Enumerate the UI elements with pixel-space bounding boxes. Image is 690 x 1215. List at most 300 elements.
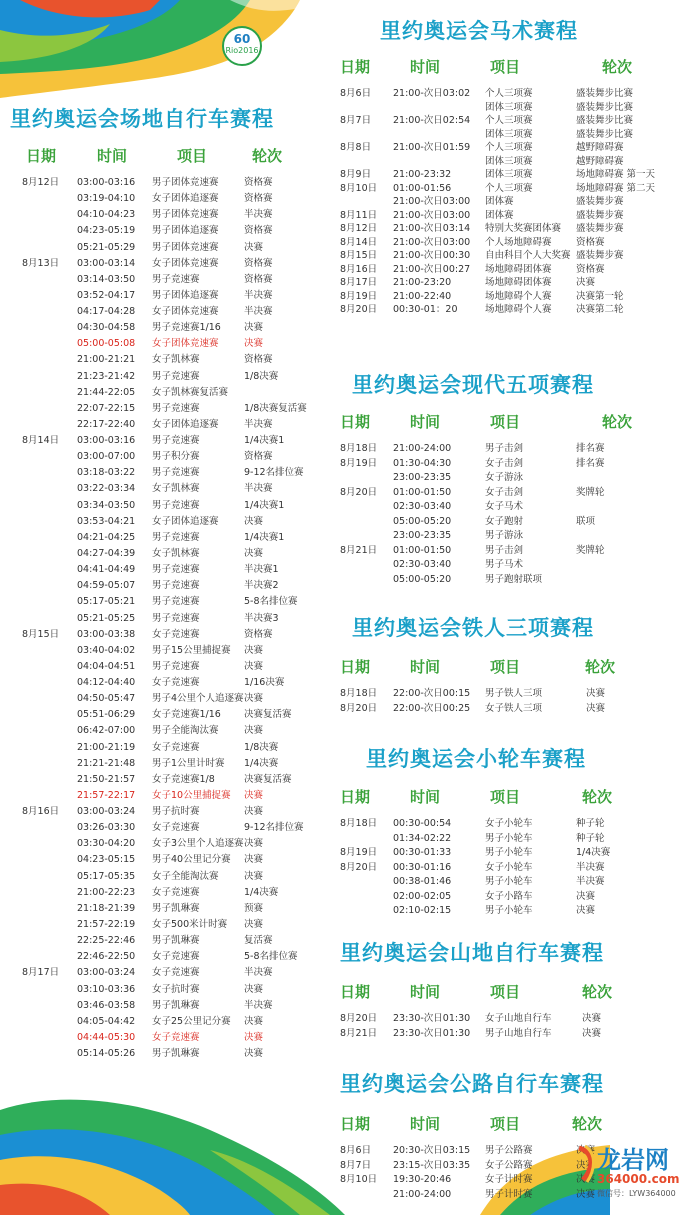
cell-date: 8月16日 [340,263,378,275]
cell-time: 21:50-21:57 [77,773,136,785]
schedule-row [340,1013,680,1024]
column-header-round: 轮次 [602,413,633,431]
cell-date: 8月8日 [340,142,372,153]
schedule-row [340,545,680,556]
cell-time: 05:00-05:20 [393,515,452,527]
cell-round: 决赛 [244,918,264,930]
schedule-row [340,905,680,916]
cell-event: 女子竞速赛 [152,1031,200,1043]
schedule-row [12,919,352,930]
cell-round: 半决赛 [244,289,273,301]
schedule-row [340,210,680,221]
cell-round: 盛装舞步比赛 [576,88,634,99]
cell-time: 21:00-21:19 [77,741,136,753]
schedule-row [340,169,680,180]
cell-event: 男子计时赛 [485,1188,533,1200]
cell-event: 男子马术 [485,559,524,570]
cell-round: 半决赛1 [244,564,279,576]
cell-event: 男子团体追逐赛 [152,225,219,237]
cell-date: 8月13日 [22,257,60,269]
schedule-row [12,209,352,220]
column-header-date: 日期 [340,788,371,806]
cell-time: 01:00-01:50 [393,486,452,498]
cell-time: 20:30-次日03:15 [393,1145,471,1156]
cell-date: 8月20日 [340,861,378,873]
cell-event: 男子击剑 [485,443,524,454]
schedule-row [12,903,352,914]
schedule-row [12,629,352,640]
schedule-row [12,532,352,543]
cell-time: 05:00-05:08 [77,338,136,350]
schedule-row [12,564,352,575]
cell-round: 1/4决赛 [244,757,279,769]
cell-time: 21:00-次日03:00 [393,236,471,248]
cell-event: 男子竞速赛 [152,402,200,414]
schedule-row [340,1028,680,1039]
cell-event: 男子公路赛 [485,1145,533,1156]
cell-time: 04:23-05:19 [77,225,136,237]
cell-date: 8月20日 [340,1013,378,1024]
cell-time: 21:00-次日03:00 [393,196,471,207]
cell-event: 男子竞速赛 [152,467,200,479]
cell-round: 盛装舞步比赛 [576,115,634,126]
schedule-row [340,264,680,275]
cell-event: 女子竞速赛1/8 [152,773,215,785]
cell-event: 男子小轮车 [485,847,533,858]
cell-event: 男子团体竞速赛 [152,177,219,188]
cell-date: 8月7日 [340,1159,372,1171]
schedule-row [12,854,352,865]
cell-event: 男子小轮车 [485,905,533,916]
watermark-swirl-icon [575,1144,597,1184]
cell-event: 个人三项赛 [485,88,533,99]
schedule-row [340,472,680,483]
section-title: 里约奥运会马术赛程 [380,19,578,43]
cell-round: 决赛 [244,806,264,818]
cell-round: 决赛 [582,1027,602,1039]
cell-time: 23:15-次日03:35 [393,1159,471,1171]
column-header-round: 轮次 [602,58,633,76]
cell-time: 01:00-01:56 [393,182,452,194]
cell-event: 团体三项赛 [485,155,533,167]
cell-date: 8月12日 [340,223,378,234]
cell-round: 1/4决赛 [244,886,279,898]
cell-time: 05:00-05:20 [393,573,452,585]
cell-time: 05:14-05:26 [77,1048,136,1060]
cell-time: 21:57-22:19 [77,918,136,930]
cell-round: 半决赛3 [244,612,279,624]
cell-time: 03:52-04:17 [77,289,136,301]
cell-date: 8月21日 [340,544,378,556]
cell-time: 21:00-次日00:30 [393,250,471,261]
cell-event: 女子团体竞速赛 [152,338,219,350]
schedule-row [12,467,352,478]
schedule-row [340,115,680,126]
schedule-row [12,693,352,704]
column-header-event: 项目 [490,983,521,1001]
cell-event: 个人三项赛 [485,142,533,153]
cell-round: 盛装舞步赛 [576,196,624,207]
cell-round: 决赛 [244,789,264,801]
schedule-row [340,102,680,113]
cell-round: 资格赛 [244,193,273,205]
cell-time: 03:53-04:21 [77,515,136,527]
schedule-row [340,156,680,167]
cell-date: 8月18日 [340,688,378,699]
cell-round: 资格赛 [244,177,273,188]
schedule-row [12,193,352,204]
cell-time: 03:40-04:02 [77,644,136,656]
cell-round: 1/8决赛 [244,370,279,382]
cell-event: 女子团体追逐赛 [152,193,219,205]
cell-event: 女子计时赛 [485,1174,533,1185]
column-header-event: 项目 [490,658,521,676]
schedule-row [12,613,352,624]
cell-date: 8月11日 [340,209,378,221]
column-header-date: 日期 [340,983,371,1001]
schedule-row [12,306,352,317]
cell-event: 男子竞速赛 [152,580,200,592]
cell-round: 决赛复活赛 [244,773,292,785]
cell-time: 05:21-05:25 [77,612,136,624]
watermark-wechat: 微信号：LYW364000 [597,1189,676,1198]
cell-time: 04:12-04:40 [77,677,136,689]
cell-time: 21:00-22:40 [393,290,452,302]
cell-event: 男子竞速赛 [152,499,200,511]
cell-event: 自由科目个人大奖赛 [485,250,571,261]
schedule-row [340,876,680,887]
schedule-row [12,274,352,285]
cell-time: 01:00-01:50 [393,544,452,556]
cell-event: 女子团体竞速赛 [152,306,219,318]
cell-event: 男子竞速赛1/16 [152,322,221,334]
schedule-row [340,559,680,570]
cell-date: 8月18日 [340,818,378,829]
schedule-row [340,862,680,873]
schedule-row [340,304,680,315]
schedule-row [12,1016,352,1027]
cell-time: 04:30-04:58 [77,322,136,334]
cell-date: 8月17日 [340,277,378,288]
cell-event: 场地障碍个人赛 [485,304,552,315]
cell-round: 资格赛 [244,257,273,269]
cell-round: 决赛 [576,1145,596,1156]
cell-round: 决赛 [244,338,264,350]
column-header-date: 日期 [340,58,371,76]
cell-event: 女子击剑 [485,486,524,498]
cell-round: 奖牌轮 [576,544,605,556]
schedule-row [12,951,352,962]
cell-time: 02:30-03:40 [393,559,452,570]
schedule-row [340,196,680,207]
cell-event: 女子竞速赛 [152,677,200,689]
cell-round: 9-12名排位赛 [244,467,304,479]
column-header-round: 轮次 [582,788,613,806]
cell-event: 女子团体追逐赛 [152,418,219,430]
cell-time: 00:38-01:46 [393,876,452,887]
column-header-event: 项目 [490,1115,521,1133]
section-title: 里约奥运会公路自行车赛程 [340,1072,604,1096]
cell-round: 排名赛 [576,457,605,469]
schedule-row [340,223,680,234]
schedule-row [340,574,680,585]
cell-event: 女子公路赛 [485,1159,533,1171]
cell-time: 22:25-22:46 [77,935,136,947]
cell-round: 决赛 [244,693,264,705]
section-title: 里约奥运会小轮车赛程 [366,747,586,771]
cell-date: 8月7日 [340,115,372,126]
schedule-row [340,458,680,469]
cell-round: 决赛第一轮 [576,290,624,302]
schedule-row [340,443,680,454]
cell-event: 男子凯琳赛 [152,1048,200,1060]
cell-time: 03:19-04:10 [77,193,136,205]
cell-time: 04:10-04:23 [77,209,136,221]
cell-event: 男子竞速赛 [152,596,200,608]
cell-round: 盛装舞步赛 [576,209,624,221]
cell-round: 盛装舞步比赛 [576,101,634,113]
cell-event: 女子小轮车 [485,818,533,829]
cell-event: 男子凯琳赛 [152,999,200,1011]
cell-event: 团体三项赛 [485,101,533,113]
cell-time: 21:21-21:48 [77,757,136,769]
cell-round: 决赛 [576,1174,596,1185]
cell-event: 女子小路车 [485,890,533,902]
schedule-row [12,984,352,995]
schedule-row [340,129,680,140]
cell-time: 21:44-22:05 [77,386,136,398]
cell-event: 男子小轮车 [485,832,533,844]
cell-round: 预赛 [244,902,264,914]
schedule-row [12,419,352,430]
column-header-round: 轮次 [252,147,283,165]
cell-event: 男子40公里记分赛 [152,854,231,866]
schedule-row [340,688,680,699]
cell-round: 1/16决赛 [244,677,285,689]
cell-time: 19:30-20:46 [393,1174,452,1185]
section-title: 里约奥运会铁人三项赛程 [352,616,594,640]
cell-event: 女子马术 [485,501,524,512]
schedule-row [12,500,352,511]
cell-event: 男子凯琳赛 [152,902,200,914]
schedule-row [12,483,352,494]
cell-round: 决赛 [576,890,596,902]
cell-round: 联项 [576,515,596,527]
cell-event: 女子竞速赛 [152,967,200,979]
cell-round: 盛装舞步比赛 [576,128,634,140]
cell-event: 男子1公里计时赛 [152,757,225,769]
cell-round: 复活赛 [244,935,273,947]
schedule-row [12,580,352,591]
cell-time: 04:50-05:47 [77,693,136,705]
cell-time: 04:41-04:49 [77,564,136,576]
schedule-row [12,290,352,301]
cell-event: 个人三项赛 [485,182,533,194]
schedule-row [12,403,352,414]
cell-event: 女子全能淘汰赛 [152,870,219,882]
schedule-row [12,709,352,720]
cell-time: 05:17-05:35 [77,870,136,882]
cell-round: 决赛 [244,241,264,253]
cell-event: 女子竞速赛 [152,628,200,640]
watermark [575,1140,685,1202]
logo-text: Rio2016 [225,46,259,55]
cell-time: 21:00-次日03:00 [393,209,471,221]
cell-time: 03:00-03:16 [77,435,136,447]
cell-round: 决赛 [244,838,264,850]
cell-event: 女子团体竞速赛 [152,257,219,269]
cell-date: 8月17日 [22,967,60,979]
cell-time: 04:23-05:15 [77,854,136,866]
cell-round: 决赛 [582,1013,602,1024]
schedule-row [12,435,352,446]
rio2016-logo [222,26,262,66]
schedule-row [12,1048,352,1059]
cell-event: 男子铁人三项 [485,688,543,699]
cell-round: 半决赛 [244,483,273,495]
cell-date: 8月6日 [340,88,372,99]
cell-event: 个人场地障碍赛 [485,236,552,248]
cell-round: 决赛 [244,547,264,559]
cell-round: 资格赛 [244,451,273,463]
cell-event: 男子游泳 [485,530,524,541]
cell-event: 男子竞速赛 [152,660,200,672]
cell-round: 决赛 [244,660,264,672]
schedule-row [12,774,352,785]
cell-time: 21:00-23:32 [393,169,452,180]
column-header-time: 时间 [97,147,128,165]
cell-round: 决赛 [244,1048,264,1060]
cell-round: 半决赛 [244,306,273,318]
schedule-row [12,871,352,882]
cell-time: 21:00-24:00 [393,443,452,454]
schedule-row [340,516,680,527]
cell-event: 女子竞速赛1/16 [152,709,221,721]
cell-event: 女子凯林赛 [152,547,200,559]
cell-time: 04:17-04:28 [77,306,136,318]
cell-time: 04:59-05:07 [77,580,136,592]
column-header-event: 项目 [490,58,521,76]
cell-time: 04:21-04:25 [77,531,136,543]
cell-date: 8月19日 [340,847,378,858]
cell-round: 种子轮 [576,832,605,844]
cell-event: 女子竞速赛 [152,951,200,963]
column-header-event: 项目 [177,147,208,165]
column-header-time: 时间 [410,983,441,1001]
cell-event: 男子跑射联项 [485,573,543,585]
cell-time: 04:04-04:51 [77,660,136,672]
schedule-row [12,387,352,398]
cell-event: 女子小轮车 [485,861,533,873]
cell-date: 8月14日 [340,236,378,248]
schedule-row [12,258,352,269]
column-header-time: 时间 [410,658,441,676]
schedule-row [340,703,680,714]
schedule-row [340,250,680,261]
cell-time: 03:00-03:14 [77,257,136,269]
cell-time: 21:00-次日03:02 [393,88,471,99]
cell-time: 23:00-23:35 [393,472,452,483]
cell-time: 03:46-03:58 [77,999,136,1011]
cell-event: 特别大奖赛团体赛 [485,223,562,234]
cell-event: 男子15公里捕捉赛 [152,644,231,656]
cell-round: 决赛 [586,688,606,699]
logo-number: 60 [233,32,251,46]
cell-time: 03:26-03:30 [77,822,136,834]
schedule-row [12,790,352,801]
cell-round: 决赛 [576,1159,596,1171]
schedule-row [340,277,680,288]
cell-date: 8月9日 [340,169,372,180]
watermark-name: 龙岩网 [597,1146,669,1174]
decor-top-banner [0,0,690,100]
schedule-row [12,354,352,365]
cell-event: 男子团体竞速赛 [152,241,219,253]
column-header-time: 时间 [410,413,441,431]
cell-date: 8月19日 [340,290,378,302]
cell-event: 女子凯林赛复活赛 [152,386,229,398]
cell-round: 决赛 [244,854,264,866]
schedule-row [340,891,680,902]
cell-event: 男子竞速赛 [152,370,200,382]
cell-event: 女子竞速赛 [152,822,200,834]
cell-round: 决赛第二轮 [576,304,624,315]
cell-time: 01:34-02:22 [393,832,452,844]
cell-round: 半决赛 [244,209,273,221]
cell-event: 个人三项赛 [485,115,533,126]
cell-event: 女子游泳 [485,472,524,483]
schedule-row [340,487,680,498]
cell-time: 21:18-21:39 [77,902,136,914]
cell-time: 21:00-次日00:27 [393,263,471,275]
cell-event: 男子团体竞速赛 [152,209,219,221]
cell-date: 8月10日 [340,182,378,194]
cell-time: 05:51-06:29 [77,709,136,721]
cell-event: 女子500米计时赛 [152,918,228,930]
cell-event: 男子4公里个人追逐赛 [152,693,244,705]
cell-event: 团体赛 [485,196,514,207]
schedule-row [12,548,352,559]
schedule-row [12,242,352,253]
cell-time: 21:00-次日03:14 [393,223,471,234]
cell-event: 男子竞速赛 [152,531,200,543]
cell-time: 21:57-22:17 [77,789,136,801]
cell-time: 03:18-03:22 [77,467,136,479]
schedule-row [12,516,352,527]
cell-event: 女子10公里捕捉赛 [152,789,231,801]
cell-event: 团体三项赛 [485,169,533,180]
schedule-row [340,237,680,248]
cell-round: 种子轮 [576,818,605,829]
schedule-row [12,677,352,688]
cell-round: 决赛 [576,905,596,916]
cell-time: 05:17-05:21 [77,596,136,608]
schedule-row [340,142,680,153]
cell-time: 00:30-00:54 [393,818,452,829]
cell-round: 决赛 [576,1188,596,1200]
cell-date: 8月6日 [340,1145,372,1156]
cell-round: 资格赛 [576,263,605,275]
cell-time: 03:00-03:24 [77,806,136,818]
column-header-round: 轮次 [585,658,616,676]
cell-event: 场地障碍个人赛 [485,290,552,302]
cell-round: 决赛 [576,277,596,288]
cell-event: 女子击剑 [485,457,524,469]
cell-round: 决赛 [244,1015,264,1027]
cell-round: 1/4决赛1 [244,435,285,447]
cell-time: 04:05-04:42 [77,1015,136,1027]
cell-time: 00:30-01：20 [393,304,458,315]
